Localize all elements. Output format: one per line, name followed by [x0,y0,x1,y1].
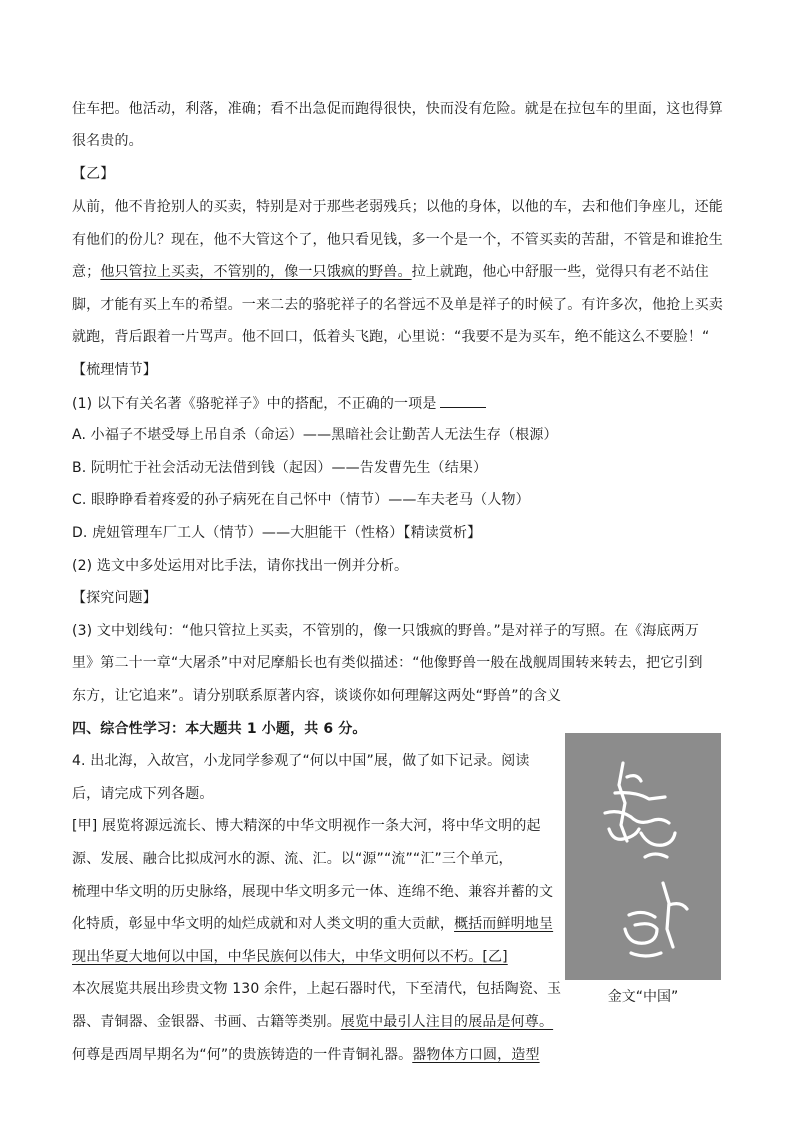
answer-blank [440,393,486,408]
section-heading-four [72,719,367,739]
text-span: 器、青铜器、金银器、书画、古籍等类别。 [72,1014,341,1030]
option-c: C. 眼睁睁看着疼爱的孙子病死在自己怀中（情节）——车夫老马（人物） [72,492,530,508]
body-line [72,262,709,282]
body-line [72,914,553,934]
body-line [72,1045,540,1065]
section-title: 四、综合性学习： [72,721,186,737]
body-line: 源、发展、融合比拟成河水的源、流、汇。以“源”“流”“汇”三个单元， [72,851,513,867]
body-line: 梳理中华文明的历史脉络，展现中华文明多元一体、连绵不绝、兼容并蓄的文 [72,884,554,900]
bronze-inscription-image [565,733,721,980]
question-2: (2) 选文中多处运用对比手法，请你找出一例并分析。 [72,558,409,574]
text-span: 拉上就跑，他心中舒服一些，觉得只有老不站住 [411,264,709,280]
text-span: 化特质，彰显中华文明的灿烂成就和对人类文明的重大贡献， [72,916,455,932]
mark-yi: [乙] [482,949,508,965]
body-line [72,1012,553,1032]
question-text: (1) 以下有关名著《骆驼祥子》中的搭配，不正确的一项是 [72,396,437,412]
section-heading-explore: 【探究问题】 [72,590,157,606]
body-line: 住车把。他活动，利落，准确；看不出急促而跑得很快，快而没有危险。就是在拉包车的里面，这也得算 [72,101,723,117]
body-line: 本次展览共展出珍贵文物 130 余件，上起石器时代，下至清代，包括陶瓷、玉 [72,981,562,997]
body-line: [甲] 展览将源远流长、博大精深的中华文明视作一条大河，将中华文明的起 [72,818,541,834]
body-line: 东方，让它追来”。请分别联系原著内容，谈谈你如何理解这两处“野兽”的含义 [72,688,562,704]
body-line: 脚，才能有买上车的希望。一来二去的骆驼祥子的名誉远不及单是祥子的时候了。有许多次，他抢上买卖 [72,297,723,313]
option-b: B. 阮明忙于社会活动无法借到钱（起因）——告发曹先生（结果） [72,460,488,476]
underlined-sentence: 现出华夏大地何以中国，中华民族何以伟大，中华文明何以不朽。 [72,949,483,965]
underlined-sentence: 展览中最引人注目的展品是何尊。 [340,1014,554,1030]
question-4: 4. 出北海，入故宫，小龙同学参观了“何以中国”展，做了如下记录。阅读 [72,753,530,769]
section-heading-yi: 【乙】 [72,166,115,182]
text-span: 何尊是西周早期名为“何”的贵族铸造的一件青铜礼器。 [72,1047,413,1063]
option-d: D. 虎妞管理车厂工人（情节）——大胆能干（性格）【精读赏析】 [72,525,482,541]
underlined-sentence: 器物体方口圆，造型 [412,1047,540,1063]
question-3: (3) 文中划线句：“他只管拉上买卖，不管别的，像一只饿疯的野兽。”是对祥子的写照。在《海底两万 [72,623,699,639]
body-line: 很名贵的。 [72,133,143,149]
option-a: A. 小福子不堪受辱上吊自杀（命运）——黑暗社会让勤苦人无法生存（根源） [72,427,558,443]
section-score: 本大题共 1 小题，共 6 分。 [185,721,367,737]
body-line: 后，请完成下列各题。 [72,786,214,802]
underlined-sentence: 概括而鲜明地呈 [454,916,554,932]
body-line: 里》第二十一章“大屠杀”中对尼摩船长也有类似描述：“他像野兽一般在战舰周围转来转去，把它引到 [72,655,703,671]
underlined-sentence: 他只管拉上买卖，不管别的，像一只饿疯的野兽。 [100,264,412,280]
question-1 [72,393,486,414]
text-span: 意； [72,264,101,280]
body-line: 有他们的份儿？现在，他不大管这个了，他只看见钱，多一个是一个，不管买卖的苦甜，不管是和谁抢生 [72,232,723,248]
body-line: 从前，他不肯抢别人的买卖，特别是对于那些老弱残兵；以他的身体，以他的车，去和他们争座儿，还能 [72,199,723,215]
section-heading-plot: 【梳理情节】 [72,362,157,378]
body-line: 就跑，背后跟着一片骂声。他不回口，低着头飞跑，心里说：“我要不是为买车，绝不能这么不要脸！“ [72,329,710,345]
figure-caption: 金文“中国” [607,989,679,1005]
body-line [72,947,508,967]
jinwen-zhongguo-inscription [565,733,721,980]
